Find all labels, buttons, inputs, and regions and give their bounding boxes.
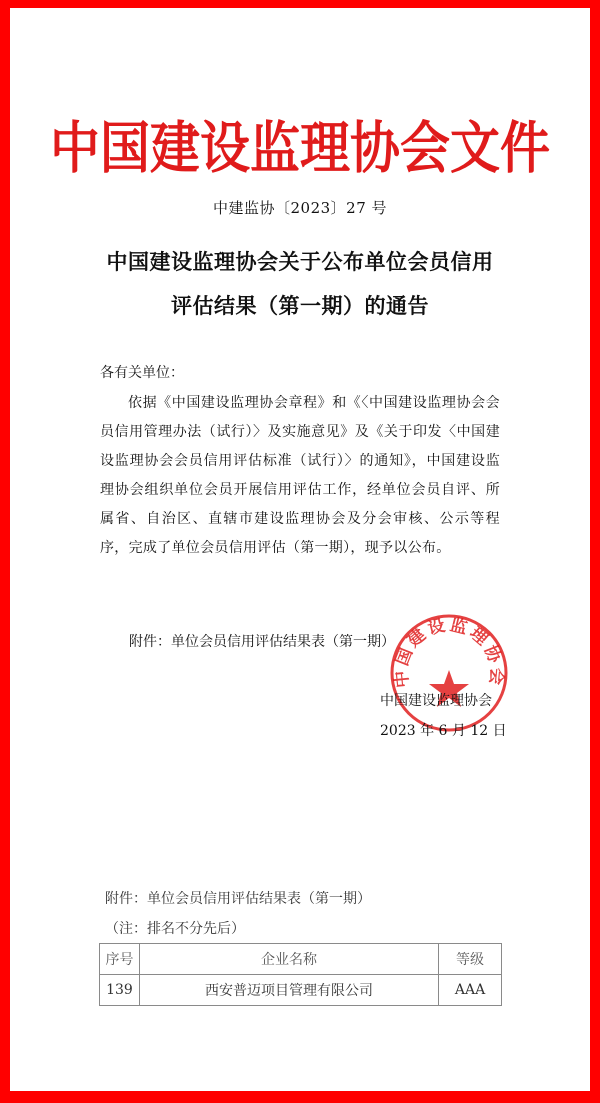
document-number: 中建监协〔2023〕27 号	[212, 199, 388, 217]
results-table	[99, 943, 502, 1006]
svg-text:中国建设监理协会: 中国建设监理协会	[391, 615, 507, 689]
signing-date: 2023 年 6 月 12 日	[380, 723, 507, 739]
cell-company-name: 西安普迈项目管理有限公司	[139, 975, 438, 1006]
annex-title: 附件：单位会员信用评估结果表（第一期）	[105, 891, 371, 907]
header-serial-number: 序号	[100, 944, 140, 975]
signing-organization: 中国建设监理协会	[380, 693, 492, 709]
attachment-line: 附件：单位会员信用评估结果表（第一期）	[129, 634, 395, 650]
notice-title-line-1: 中国建设监理协会关于公布单位会员信用	[106, 249, 494, 274]
table-header-row	[100, 944, 502, 975]
annex-note: （注：排名不分先后）	[105, 921, 245, 937]
masthead-title: 中国建设监理协会文件	[50, 114, 550, 181]
cell-serial-number: 139	[100, 975, 140, 1006]
table-row	[100, 975, 502, 1006]
cell-grade: AAA	[439, 975, 502, 1006]
header-grade: 等级	[439, 944, 502, 975]
notice-title-line-2: 评估结果（第一期）的通告	[171, 293, 429, 318]
header-company-name: 企业名称	[139, 944, 438, 975]
body-paragraph: 依据《中国建设监理协会章程》和《〈中国建设监理协会会员信用管理办法（试行）〉及实施意见》及《关于印发〈中国建设监理协会会员信用评估标准（试行）〉的通知》，中国建设监理协会组织单位会员开展信用评估工作，经单位会员自评、所属省、自治区、直辖市建设监理协会及分会审核、公示等程序，完成了单位会员信用评估（第一期），现予以公布。	[100, 395, 500, 556]
official-seal	[388, 612, 510, 734]
salutation: 各有关单位：	[100, 365, 184, 381]
